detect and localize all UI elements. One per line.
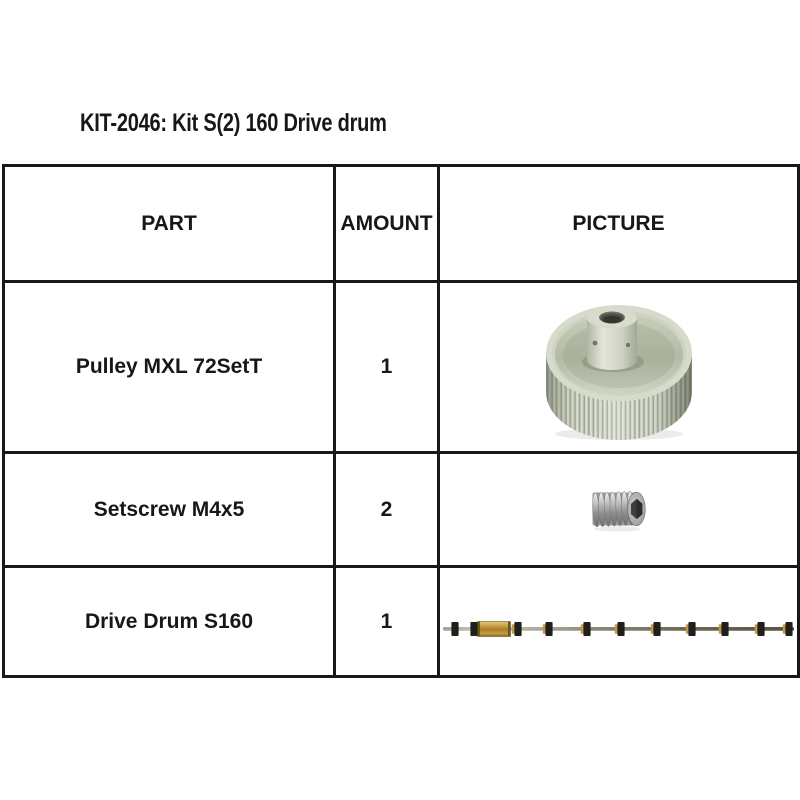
column-header-part: PART xyxy=(4,166,335,282)
drum-washer xyxy=(651,624,654,633)
amount-cell: 1 xyxy=(335,567,439,677)
drum-washer xyxy=(755,624,758,633)
drum-collar xyxy=(583,622,590,636)
drum-washer xyxy=(543,624,546,633)
drum-brass-cylinder xyxy=(478,621,511,636)
setscrew-shadow xyxy=(594,526,640,531)
drum-collar xyxy=(757,622,764,636)
drum-collar xyxy=(721,622,728,636)
page-title: KIT-2046: Kit S(2) 160 Drive drum xyxy=(80,109,387,137)
drum-washer xyxy=(783,624,786,633)
drum-collar xyxy=(688,622,695,636)
table-header-row xyxy=(4,166,799,282)
amount-cell: 1 xyxy=(335,282,439,453)
setscrew-m4x5-photo xyxy=(590,488,648,532)
drum-collar xyxy=(451,622,458,636)
drum-collar xyxy=(545,622,552,636)
parts-table xyxy=(2,164,800,678)
table-body xyxy=(4,282,799,677)
drum-washer xyxy=(512,624,515,633)
pulley-bore xyxy=(599,312,625,324)
column-header-picture: PICTURE xyxy=(439,166,799,282)
part-name-cell: Drive Drum S160 xyxy=(4,567,335,677)
part-name-cell: Pulley MXL 72SetT xyxy=(4,282,335,453)
drum-washer xyxy=(719,624,722,633)
hub-setscrew-hole xyxy=(625,343,629,347)
picture-cell xyxy=(439,282,799,453)
column-header-amount: AMOUNT xyxy=(335,166,439,282)
table-row-drive-drum xyxy=(4,567,799,677)
drive-drum-s160-photo xyxy=(441,612,797,646)
picture-cell xyxy=(439,453,799,567)
drum-collar xyxy=(653,622,660,636)
part-name-cell: Setscrew M4x5 xyxy=(4,453,335,567)
picture-cell xyxy=(439,567,799,677)
drum-washer xyxy=(615,624,618,633)
table-row-pulley xyxy=(4,282,799,453)
drum-collar xyxy=(470,622,477,636)
table-row-setscrew xyxy=(4,453,799,567)
drum-washer xyxy=(581,624,584,633)
pulley-mxl-72sett-photo xyxy=(544,303,694,443)
drum-collar xyxy=(785,622,792,636)
hub-setscrew-hole xyxy=(592,341,597,346)
drum-collar xyxy=(617,622,624,636)
amount-cell: 2 xyxy=(335,453,439,567)
drum-collar xyxy=(514,622,521,636)
table-header xyxy=(4,166,799,282)
drum-washer xyxy=(686,624,689,633)
